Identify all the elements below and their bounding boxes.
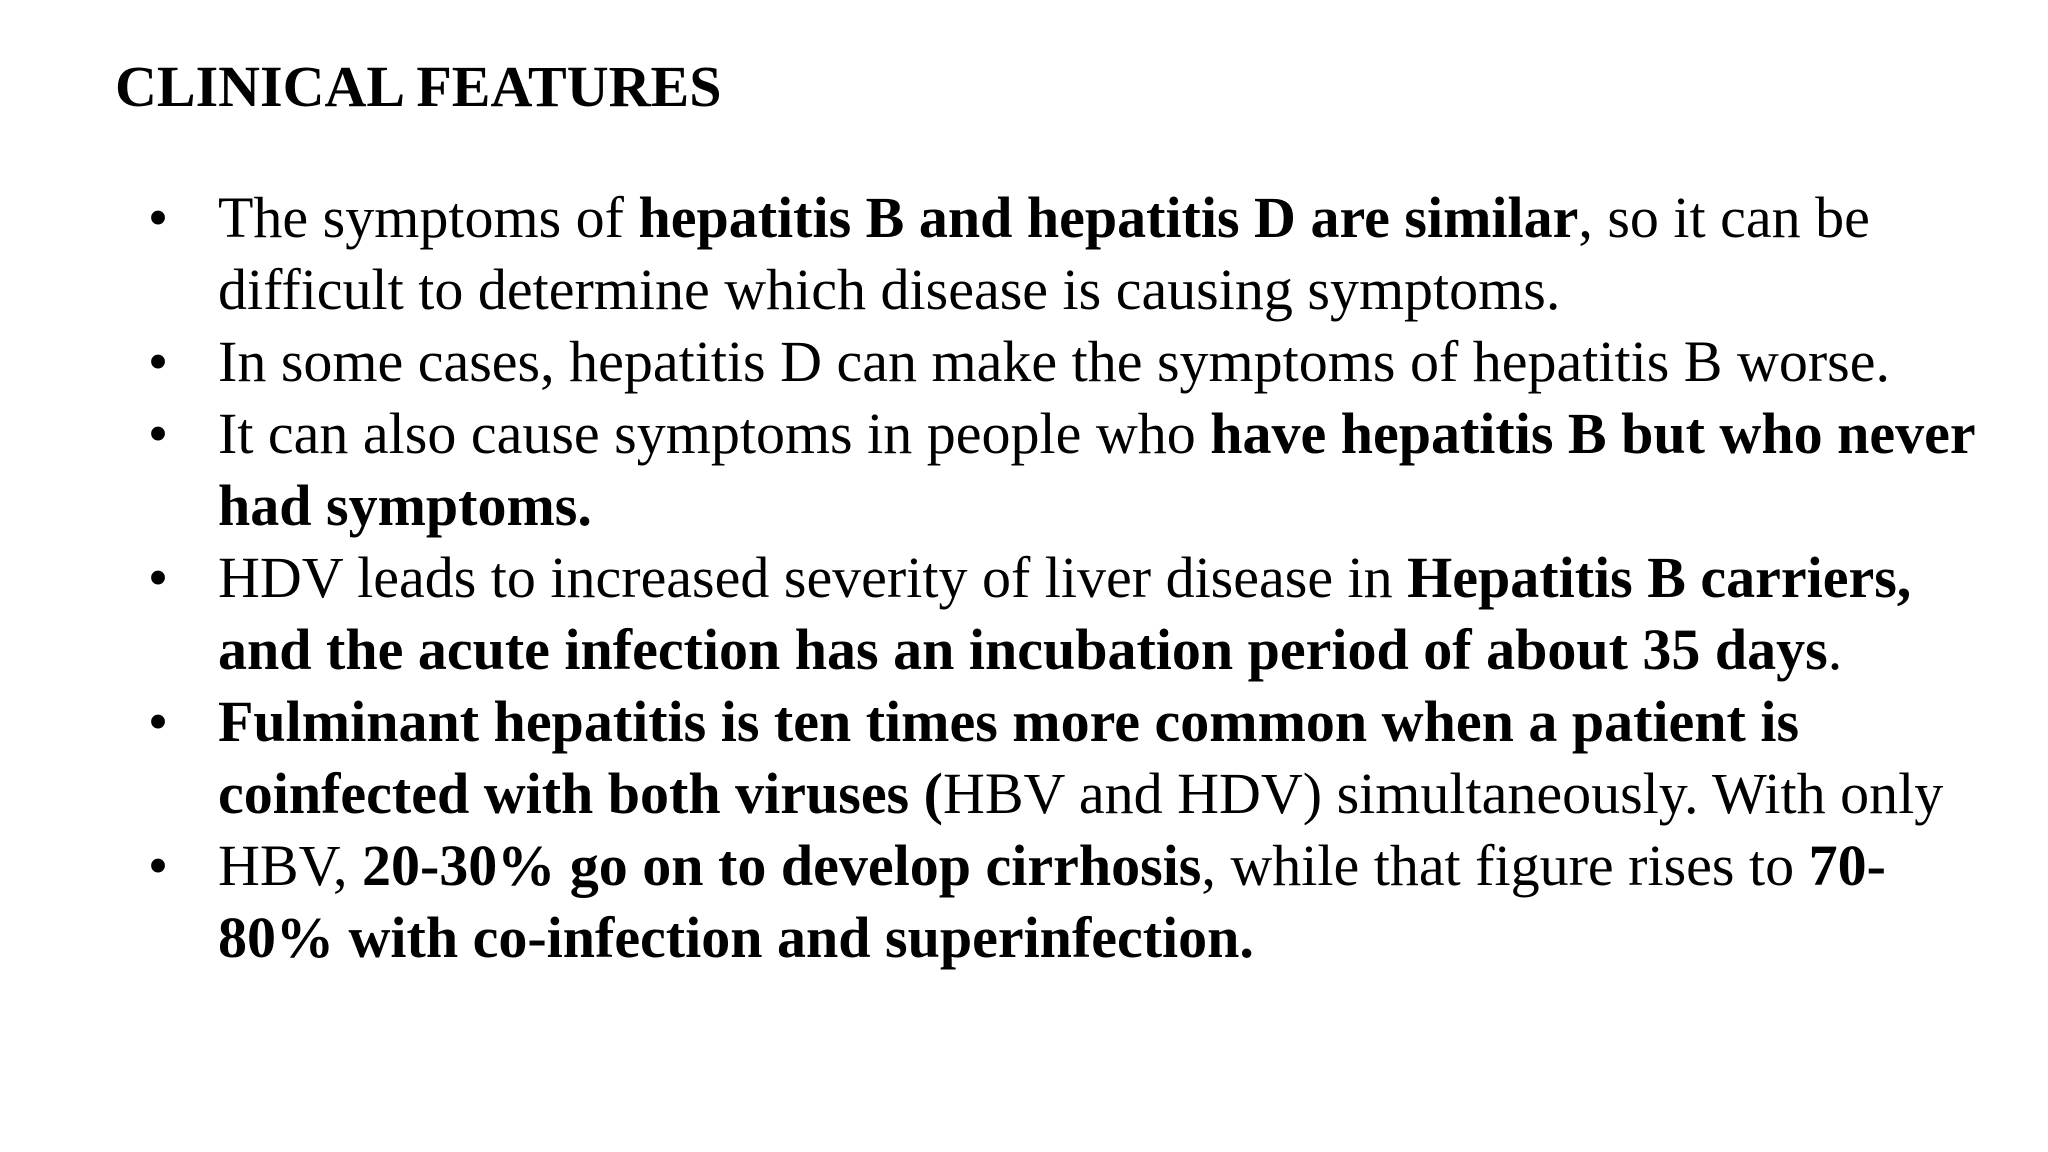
text-segment: HBV,	[218, 833, 362, 898]
text-segment-bold: have hepatitis B but who never had symptoms.	[218, 401, 1975, 538]
bullet-icon: •	[147, 833, 169, 898]
bullet-icon: •	[147, 401, 169, 466]
bullet-icon: •	[147, 545, 169, 610]
text-segment: The symptoms of	[218, 185, 639, 250]
text-segment: , so it can be difficult to determine which disease is causing symptoms.	[218, 185, 1870, 322]
text-segment-bold: Hepatitis B carriers, and the acute infection has an incubation period of about 35 days	[218, 545, 1912, 682]
slide-title: CLINICAL FEATURES	[115, 54, 722, 119]
text-segment-bold: 20-30% go on to develop cirrhosis	[361, 833, 1202, 898]
bullet-item	[135, 326, 1995, 398]
text-segment-bold: 70-80% with co-infection and superinfection.	[218, 833, 1886, 970]
bullet-icon: •	[147, 329, 169, 394]
bullet-icon: •	[147, 185, 169, 250]
text-segment: HBV and HDV) simultaneously. With only	[942, 761, 1944, 826]
bullet-item	[135, 830, 1995, 974]
bullet-text	[218, 329, 1890, 394]
text-segment: In some cases, hepatitis D can make the symptoms of hepatitis B worse.	[218, 329, 1890, 394]
bullet-item	[135, 686, 1995, 830]
bullet-text	[218, 185, 1870, 322]
text-segment-bold: Fulminant hepatitis is ten times more common when a patient is coinfected with both viruses (	[218, 689, 1800, 826]
bullet-icon: •	[147, 689, 169, 754]
bullet-text	[218, 401, 1975, 538]
bullet-text	[218, 689, 1943, 826]
bullet-item	[135, 398, 1995, 542]
bullet-item	[135, 182, 1995, 326]
text-segment: , while that figure rises to	[1201, 833, 1809, 898]
bullet-text	[218, 833, 1886, 970]
bullet-list	[135, 182, 1995, 974]
text-segment: .	[1827, 617, 1843, 682]
bullet-item	[135, 542, 1995, 686]
text-segment: HDV leads to increased severity of liver disease in	[218, 545, 1408, 610]
bullet-text	[218, 545, 1911, 682]
text-segment-bold: hepatitis B and hepatitis D are similar	[638, 185, 1579, 250]
text-segment: It can also cause symptoms in people who	[218, 401, 1211, 466]
